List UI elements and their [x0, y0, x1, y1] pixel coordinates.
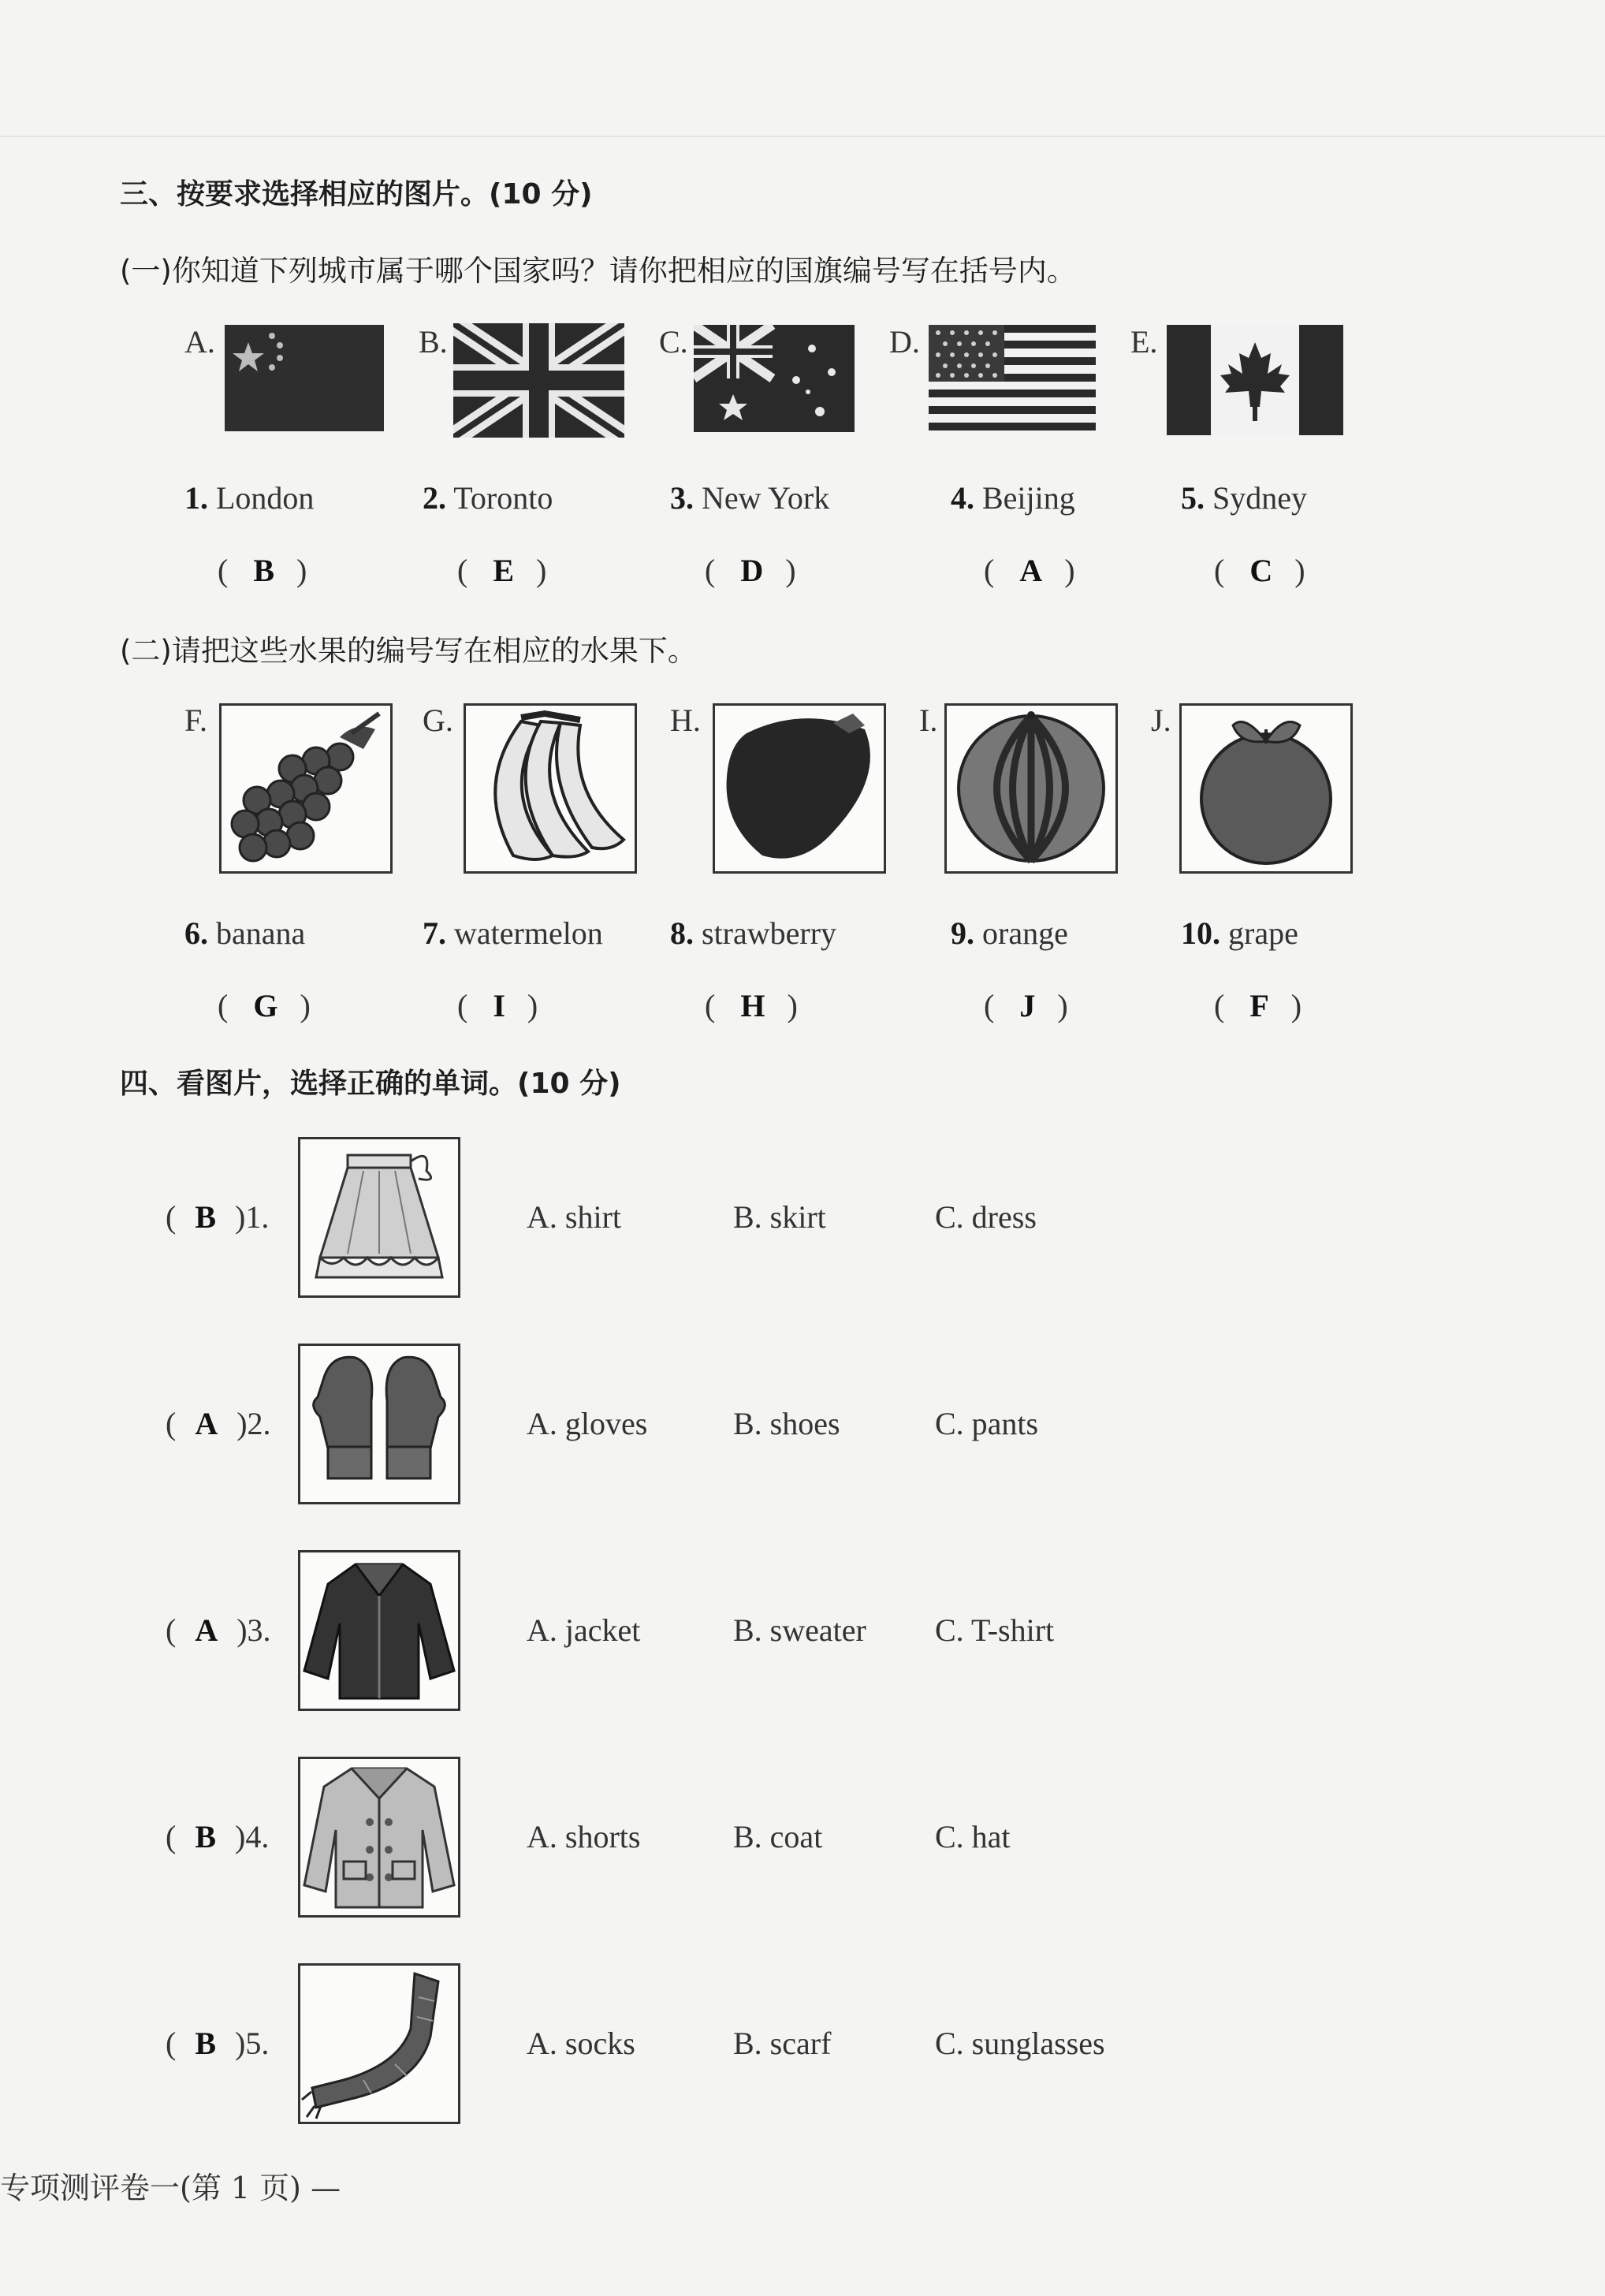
fruit-item-6: 6. banana [184, 915, 306, 951]
flag-canada-icon [1167, 325, 1343, 435]
city-answer-3[interactable]: ( D ) [705, 553, 799, 588]
flag-china-icon [225, 325, 384, 431]
bananas-icon [466, 706, 635, 871]
question-2-option-a[interactable]: A. gloves [527, 1406, 648, 1441]
fruit-item-10: 10. grape [1181, 915, 1298, 951]
skirt-icon [300, 1139, 458, 1295]
city-item-4: 4. Beijing [951, 480, 1075, 516]
flag-australia-icon [694, 325, 855, 432]
city-answer-2[interactable]: ( E ) [457, 553, 550, 588]
question-2-option-c[interactable]: C. pants [935, 1406, 1039, 1441]
fruit-letter-g: G. [423, 703, 453, 738]
city-item-3: 3. New York [670, 480, 830, 516]
question-2-option-b[interactable]: B. shoes [733, 1406, 840, 1441]
part2-instruction: (二)请把这些水果的编号写在相应的水果下。 [120, 634, 697, 668]
page-footer: 专项测评卷一(第 1 页) — [0, 2171, 341, 2205]
flag-letter-d: D. [889, 324, 920, 360]
fruit-letter-i: I. [919, 703, 938, 738]
question-4-picture [298, 1757, 460, 1918]
question-2-picture [298, 1344, 460, 1504]
question-3-option-a[interactable]: A. jacket [527, 1612, 641, 1648]
strawberry-icon [715, 706, 884, 871]
fruit-answer-10[interactable]: ( F ) [1214, 988, 1305, 1023]
scarf-icon [300, 1966, 458, 2122]
flag-letter-c: C. [659, 324, 688, 360]
part1-instruction: (一)你知道下列城市属于哪个国家吗？请你把相应的国旗编号写在括号内。 [120, 254, 1076, 288]
city-answer-4[interactable]: ( A ) [984, 553, 1078, 588]
flag-letter-e: E. [1130, 324, 1158, 360]
question-1-answer[interactable]: ( B )1. [166, 1199, 270, 1235]
fruit-answer-6[interactable]: ( G ) [218, 988, 314, 1023]
orange-icon [1182, 706, 1350, 871]
question-3-answer[interactable]: ( A )3. [166, 1612, 271, 1648]
fruit-frame-i [944, 703, 1118, 874]
watermelon-icon [947, 706, 1115, 871]
question-4-answer[interactable]: ( B )4. [166, 1819, 270, 1854]
question-4-option-b[interactable]: B. coat [733, 1819, 823, 1854]
city-item-1: 1. London [184, 480, 315, 516]
fruit-answer-8[interactable]: ( H ) [705, 988, 801, 1023]
question-5-option-a[interactable]: A. socks [527, 2026, 635, 2061]
jacket-icon [300, 1552, 458, 1709]
fruit-item-8: 8. strawberry [670, 915, 837, 951]
question-1-option-a[interactable]: A. shirt [527, 1199, 621, 1235]
fruit-letter-h: H. [670, 703, 701, 738]
flag-usa-icon [929, 325, 1096, 430]
coat-icon [300, 1759, 458, 1915]
city-item-2: 2. Toronto [423, 480, 553, 516]
fruit-answer-7[interactable]: ( I ) [457, 988, 542, 1023]
city-answer-5[interactable]: ( C ) [1214, 553, 1309, 588]
fruit-letter-f: F. [184, 703, 208, 738]
fruit-item-7: 7. watermelon [423, 915, 603, 951]
question-1-option-c[interactable]: C. dress [935, 1199, 1037, 1235]
fruit-answer-9[interactable]: ( J ) [984, 988, 1071, 1023]
question-4-option-a[interactable]: A. shorts [527, 1819, 641, 1854]
fruit-item-9: 9. orange [951, 915, 1068, 951]
flag-letter-b: B. [419, 324, 448, 360]
question-3-option-b[interactable]: B. sweater [733, 1612, 866, 1648]
city-item-5: 5. Sydney [1181, 480, 1307, 516]
question-3-option-c[interactable]: C. T-shirt [935, 1612, 1055, 1648]
question-2-answer[interactable]: ( A )2. [166, 1406, 271, 1441]
fruit-letter-j: J. [1151, 703, 1171, 738]
top-rule [0, 136, 1605, 137]
fruit-frame-j [1179, 703, 1353, 874]
question-1-picture [298, 1137, 460, 1298]
section4-title: 四、看图片，选择正确的单词。(10 分) [120, 1068, 621, 1100]
question-5-picture [298, 1963, 460, 2124]
flag-letter-a: A. [184, 324, 215, 360]
fruit-frame-f [219, 703, 393, 874]
section3-title: 三、按要求选择相应的图片。(10 分) [120, 178, 593, 211]
question-4-option-c[interactable]: C. hat [935, 1819, 1011, 1854]
question-5-option-c[interactable]: C. sunglasses [935, 2026, 1105, 2061]
question-3-picture [298, 1550, 460, 1711]
question-5-option-b[interactable]: B. scarf [733, 2026, 832, 2061]
flag-uk-icon [453, 323, 624, 438]
grapes-icon [222, 706, 390, 871]
city-answer-1[interactable]: ( B ) [218, 553, 311, 588]
fruit-frame-g [464, 703, 637, 874]
question-1-option-b[interactable]: B. skirt [733, 1199, 826, 1235]
question-5-answer[interactable]: ( B )5. [166, 2026, 270, 2061]
gloves-icon [300, 1346, 458, 1502]
fruit-frame-h [713, 703, 886, 874]
